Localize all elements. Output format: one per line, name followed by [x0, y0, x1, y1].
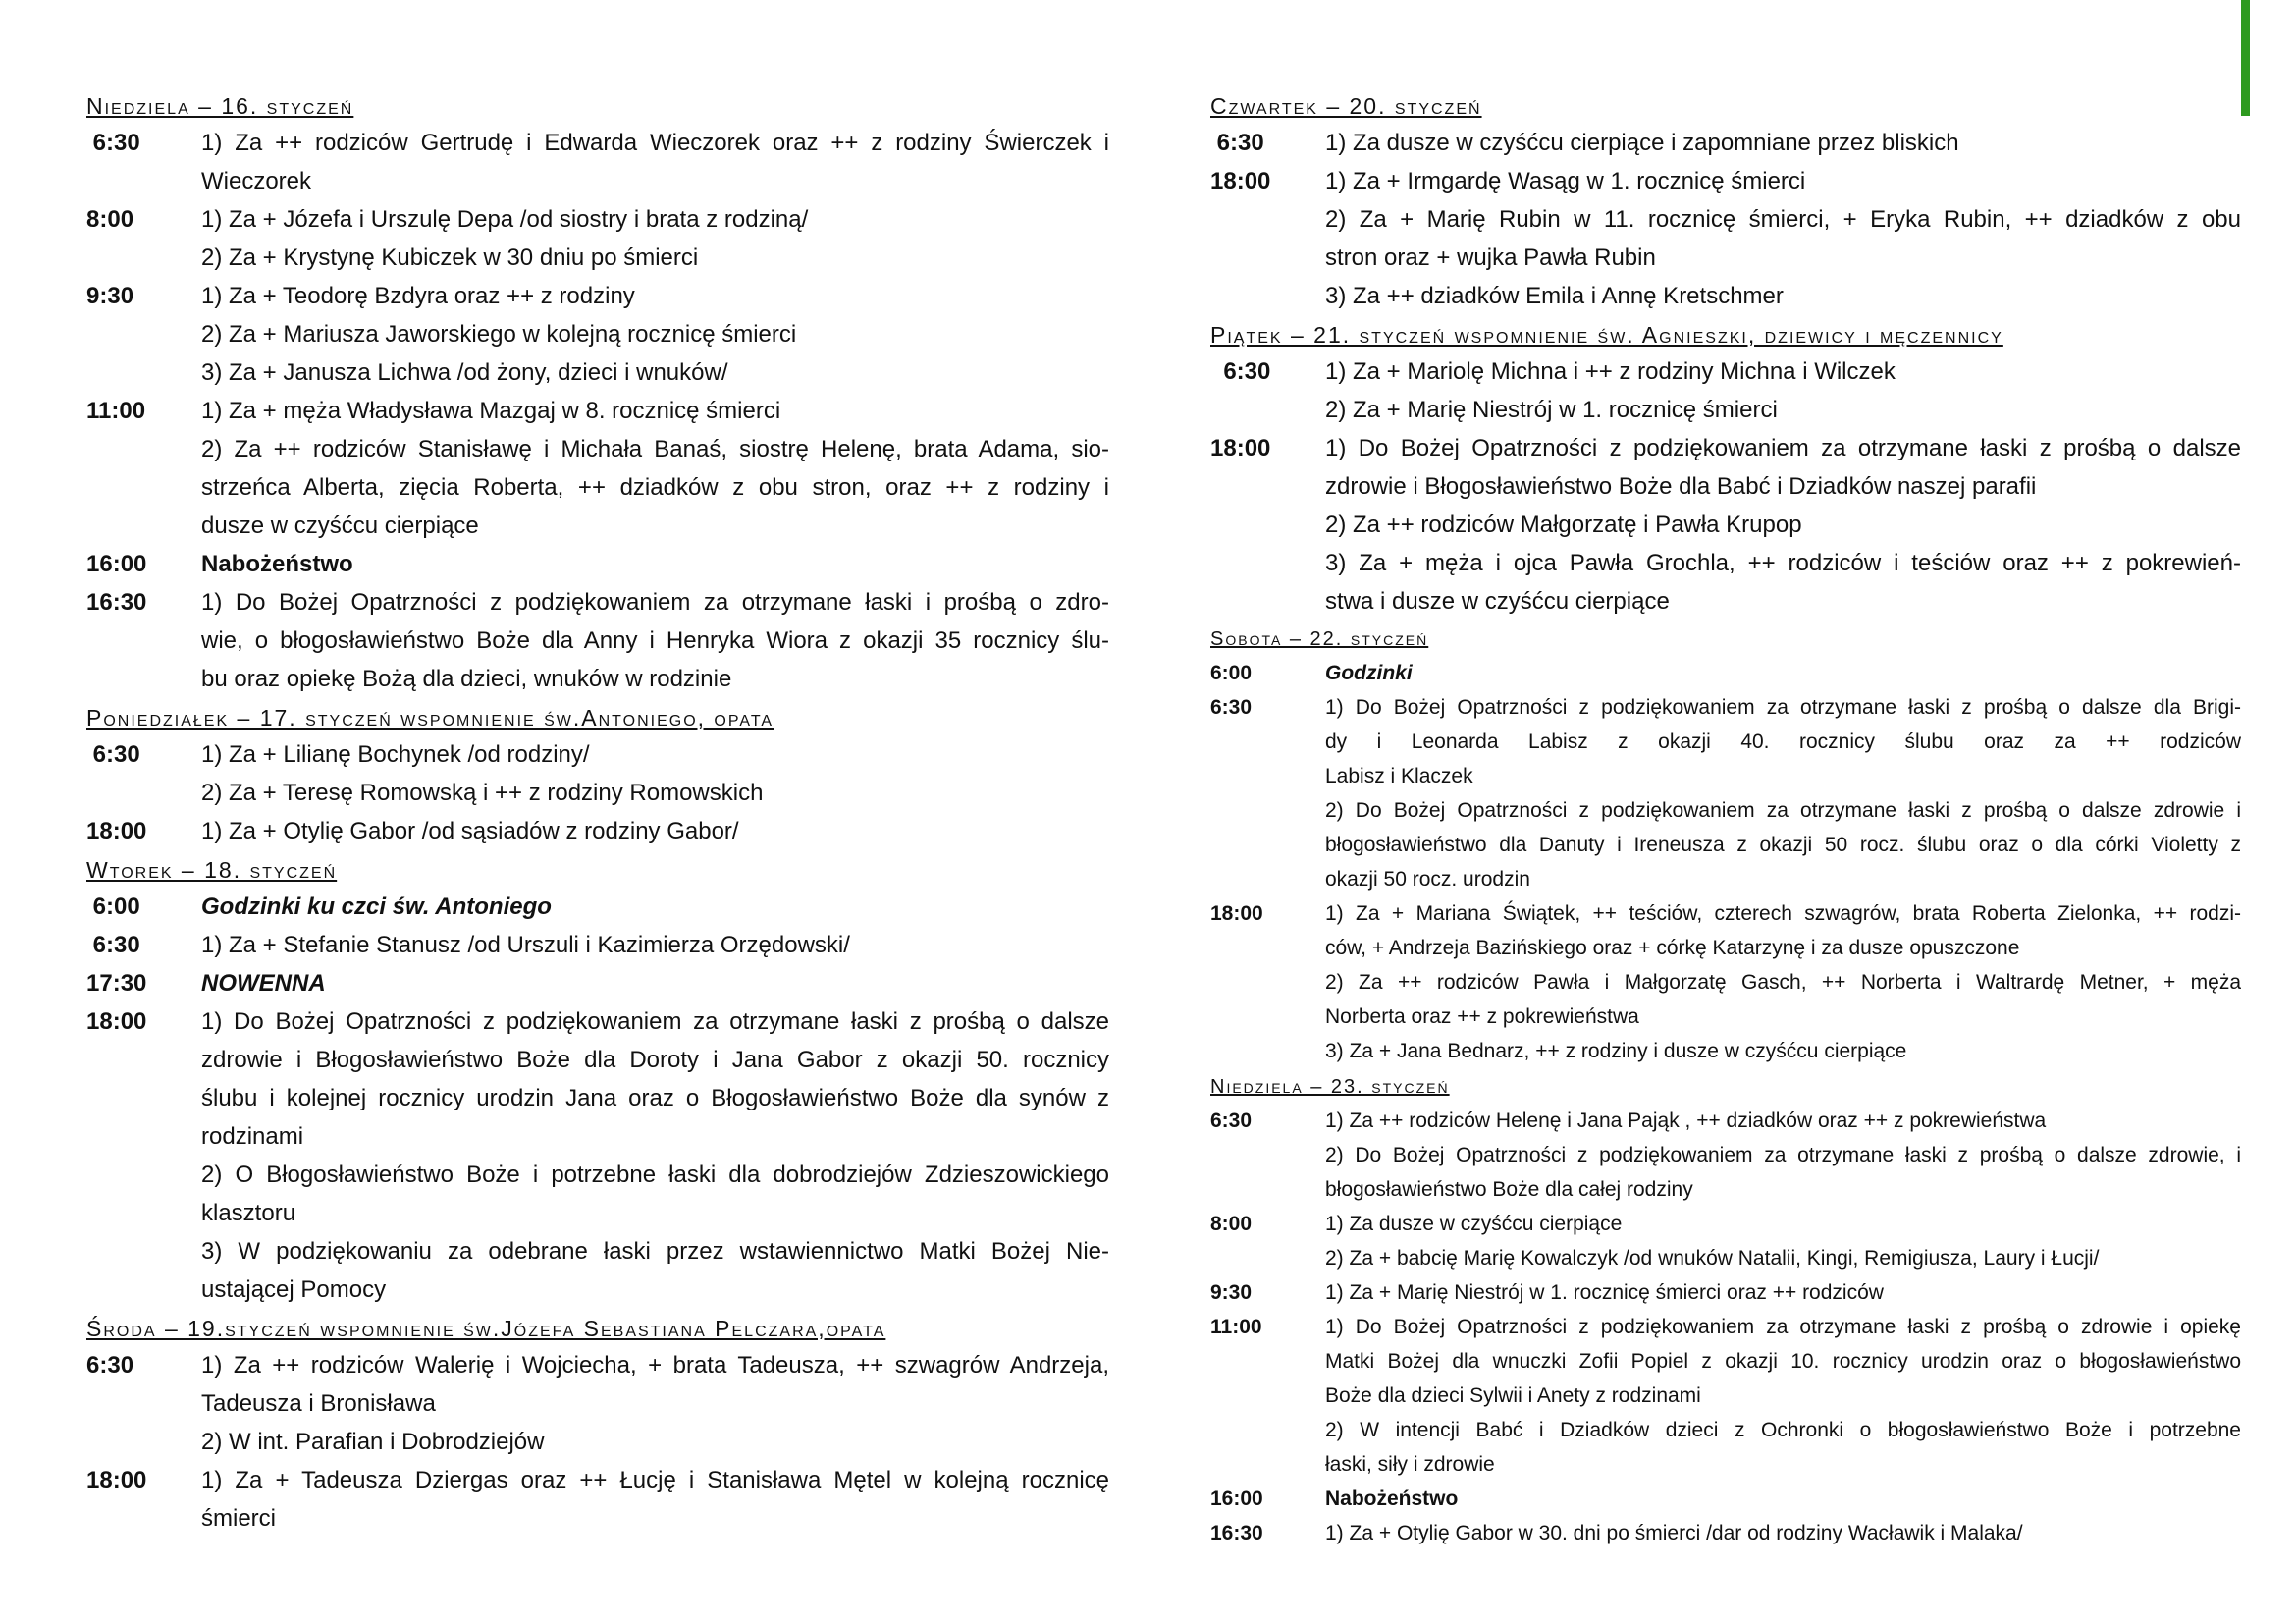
day-section [1210, 623, 2241, 1068]
intention-line: 2) Do Bożej Opatrzności z podziękowaniem za otrzymane łaski z prośbą o dalsze zdrowie, i [1325, 1144, 2241, 1166]
intention-line: 2) Za + Teresę Romowską i ++ z rodziny Romowskich [201, 780, 764, 806]
mass-entry [86, 1002, 1109, 1309]
intention-line: 2) Za + Marię Rubin w 11. rocznicę śmierci, + Eryka Rubin, ++ dziadków z obu [1325, 206, 2241, 233]
intention-line: 1) Za + Irmgardę Wasąg w 1. rocznicę śmierci [1325, 168, 1806, 194]
day-section [1210, 88, 2241, 315]
mass-time: 6:30 [86, 1352, 134, 1379]
mass-entry [1210, 1482, 2241, 1516]
mass-intentions [201, 1002, 1109, 1309]
service-label: NOWENNA [201, 970, 326, 997]
day-section [86, 852, 1109, 1309]
mass-intentions [201, 277, 1109, 392]
intention-line: 1) Za + Józefa i Urszulę Depa /od siostry i brata z rodziną/ [201, 206, 809, 233]
mass-entry [86, 735, 1109, 812]
day-header: Niedziela – 23. styczeń [1210, 1076, 1450, 1098]
mass-time: 18:00 [1210, 902, 1263, 925]
intention-line: 1) Za + Tadeusza Dziergas oraz ++ Łucję i Stanisława Mętel w kolejną rocznicę [201, 1467, 1109, 1493]
mass-entry [1210, 1104, 2241, 1207]
intention-line: 3) Za + Janusza Lichwa /od żony, dzieci i wnuków/ [201, 359, 728, 386]
mass-intentions [1325, 690, 2241, 896]
intention-line: 2) Za + Marię Niestrój w 1. rocznicę śmierci [1325, 397, 1778, 423]
intention-line: 2) Do Bożej Opatrzności z podziękowaniem za otrzymane łaski z prośbą o dalsze zdrowie i [1325, 799, 2241, 822]
mass-intentions [1325, 656, 2241, 690]
mass-intentions [201, 926, 1109, 964]
mass-intentions [201, 200, 1109, 277]
mass-intentions [1325, 1104, 2241, 1207]
intention-line: 1) Za + męża Władysława Mazgaj w 8. rocznicę śmierci [201, 398, 781, 424]
mass-entry [1210, 352, 2241, 429]
day-section [86, 1311, 1109, 1538]
day-header: Niedziela – 16. styczeń [86, 93, 354, 119]
intention-line: stwa i dusze w czyśćcu cierpiące [1325, 588, 1670, 615]
mass-intentions [201, 583, 1109, 698]
intention-line: Matki Bożej dla wnuczki Zofii Popiel z okazji 10. rocznicy urodzin oraz o błogosławieństwo [1325, 1350, 2241, 1373]
mass-entry [1210, 690, 2241, 896]
day-section [1210, 317, 2241, 621]
intention-line: 1) Za ++ rodziców Gertrudę i Edwarda Wieczorek oraz ++ z rodziny Świerczek i [201, 130, 1109, 156]
intention-line: dy i Leonarda Labisz z okazji 40. rocznicy ślubu oraz za ++ rodziców [1325, 731, 2241, 753]
day-section [86, 88, 1109, 698]
mass-entry [1210, 162, 2241, 315]
mass-entry [1210, 1310, 2241, 1482]
mass-intentions [1325, 1275, 2241, 1310]
mass-intentions [1325, 1516, 2241, 1550]
day-header: Wtorek – 18. styczeń [86, 857, 338, 883]
mass-entry [86, 1346, 1109, 1461]
intention-line: 2) W int. Parafian i Dobrodziejów [201, 1429, 545, 1455]
intention-line: Labisz i Klaczek [1325, 765, 1473, 787]
mass-time: 6:30 [1210, 696, 1253, 719]
intention-line: 1) Za ++ rodziców Helenę i Jana Pająk , ++ dziadków oraz ++ z pokrewieństwa [1325, 1110, 2047, 1132]
intention-line: ustającej Pomocy [201, 1276, 387, 1303]
mass-entry [86, 926, 1109, 964]
mass-time: 18:00 [86, 818, 147, 844]
mass-intentions [201, 964, 1109, 1002]
intention-line: 1) Do Bożej Opatrzności z podziękowaniem za otrzymane łaski z prośbą o dalsze [1325, 435, 2241, 461]
intention-line: 1) Za + Otylię Gabor w 30. dni po śmierci /dar od rodziny Wacławik i Malaka/ [1325, 1522, 2023, 1544]
mass-intentions [201, 124, 1109, 200]
mass-time: 6:30 [86, 932, 140, 958]
intention-line: 1) Za + Stefanie Stanusz /od Urszuli i Kazimierza Orzędowski/ [201, 932, 850, 958]
mass-time: 11:00 [86, 398, 146, 424]
intention-line: 2) Za + babcię Marię Kowalczyk /od wnuków Natalii, Kingi, Remigiusza, Laury i Łucji/ [1325, 1247, 2100, 1270]
intention-line: Boże dla dzieci Sylwii i Anety z rodzinami [1325, 1384, 1701, 1407]
intention-line: stron oraz + wujka Pawła Rubin [1325, 244, 1656, 271]
mass-intentions [201, 812, 1109, 850]
mass-intentions [201, 888, 1109, 926]
intention-line: okazji 50 rocz. urodzin [1325, 868, 1530, 891]
mass-time: 18:00 [1210, 435, 1271, 461]
mass-entry [86, 200, 1109, 277]
day-header: Sobota – 22. styczeń [1210, 628, 1429, 650]
day-section [1210, 1070, 2241, 1550]
intention-line: 2) Za + Krystynę Kubiczek w 30 dniu po śmierci [201, 244, 699, 271]
intention-line: 2) O Błogosławieństwo Boże i potrzebne łaski dla dobrodziejów Zdzieszowickiego [201, 1162, 1109, 1188]
mass-time: 6:30 [1210, 358, 1271, 385]
mass-time: 9:30 [86, 283, 134, 309]
day-header: Poniedziałek – 17. styczeń wspomnienie św.Antoniego, opata [86, 705, 774, 731]
mass-time: 9:30 [1210, 1281, 1253, 1304]
intention-line: 1) Za + Marię Niestrój w 1. rocznicę śmierci oraz ++ rodziców [1325, 1281, 1884, 1304]
mass-intentions [1325, 124, 2241, 162]
intention-line: Wieczorek [201, 168, 312, 194]
day-header: Czwartek – 20. styczeń [1210, 93, 1482, 119]
mass-intentions [1325, 1482, 2241, 1516]
intention-line: 3) Za + męża i ojca Pawła Grochla, ++ rodziców i teściów oraz ++ z pokrewień- [1325, 550, 2241, 576]
mass-intentions [1325, 352, 2241, 429]
mass-entry [86, 124, 1109, 200]
mass-entry [86, 1461, 1109, 1538]
intention-line: 1) Za + Mariolę Michna i ++ z rodziny Michna i Wilczek [1325, 358, 1896, 385]
mass-entry [1210, 1275, 2241, 1310]
service-label: Godzinki [1325, 662, 1413, 684]
intention-line: błogosławieństwo Boże dla całej rodziny [1325, 1178, 1693, 1201]
mass-entry [86, 812, 1109, 850]
intention-line: 1) Do Bożej Opatrzności z podziękowaniem za otrzymane łaski i prośbą o zdro- [201, 589, 1109, 616]
mass-intentions [1325, 1310, 2241, 1482]
mass-entry [1210, 429, 2241, 621]
intention-line: zdrowie i Błogosławieństwo Boże dla Doroty i Jana Gabor z okazji 50. rocznicy [201, 1047, 1109, 1073]
mass-intentions [201, 1461, 1109, 1538]
mass-time: 6:30 [1210, 1110, 1253, 1132]
intention-line: 1) Za + Otylię Gabor /od sąsiadów z rodziny Gabor/ [201, 818, 739, 844]
intention-line: 2) Za ++ rodziców Stanisławę i Michała Banaś, siostrę Helenę, brata Adama, sio- [201, 436, 1109, 462]
mass-intentions [1325, 162, 2241, 315]
mass-time: 6:30 [86, 130, 140, 156]
intention-line: rodzinami [201, 1123, 304, 1150]
mass-time: 17:30 [86, 970, 147, 997]
mass-entry [1210, 124, 2241, 162]
intention-line: 1) Za dusze w czyśćcu cierpiące [1325, 1213, 1623, 1235]
service-label: Nabożeństwo [201, 551, 353, 577]
intention-line: 1) Do Bożej Opatrzności z podziękowaniem za otrzymane łaski z prośbą o dalsze dla Brigi- [1325, 696, 2241, 719]
day-header: Środa – 19.styczeń wspomnienie św.Józefa Sebastiana Pelczara,opata [86, 1316, 886, 1341]
intention-line: ślubu i kolejnej rocznicy urodzin Jana oraz o Błogosławieństwo Boże dla synów z [201, 1085, 1109, 1111]
intention-line: ców, + Andrzeja Bazińskiego oraz + córkę Katarzynę i za dusze opuszczone [1325, 937, 2020, 959]
intention-line: 3) Za + Jana Bednarz, ++ z rodziny i dusze w czyśćcu cierpiące [1325, 1040, 1907, 1062]
service-label: Nabożeństwo [1325, 1488, 1459, 1510]
mass-time: 18:00 [86, 1467, 147, 1493]
intention-line: 1) Do Bożej Opatrzności z podziękowaniem za otrzymane łaski z prośbą o dalsze [201, 1008, 1109, 1035]
mass-time: 6:30 [86, 741, 140, 768]
intention-line: strzeńca Alberta, zięcia Roberta, ++ dziadków z obu stron, oraz ++ z rodziny i [201, 474, 1109, 501]
mass-time: 6:00 [86, 893, 140, 920]
mass-time: 6:00 [1210, 662, 1253, 684]
mass-time: 8:00 [86, 206, 134, 233]
mass-intentions [1325, 429, 2241, 621]
intention-line: 1) Do Bożej Opatrzności z podziękowaniem za otrzymane łaski z prośbą o zdrowie i opiekę [1325, 1316, 2241, 1338]
mass-time: 16:30 [86, 589, 147, 616]
green-accent-bar [2241, 0, 2250, 116]
mass-intentions [201, 735, 1109, 812]
intention-line: 1) Za dusze w czyśćcu cierpiące i zapomniane przez bliskich [1325, 130, 1959, 156]
mass-time: 11:00 [1210, 1316, 1262, 1338]
mass-entry [86, 277, 1109, 392]
intention-line: 2) Za ++ rodziców Pawła i Małgorzatę Gasch, ++ Norberta i Waltrardę Metner, + męża [1325, 971, 2241, 994]
mass-intentions [1325, 1207, 2241, 1275]
intention-line: 2) Za + Mariusza Jaworskiego w kolejną rocznicę śmierci [201, 321, 797, 348]
mass-time: 18:00 [1210, 168, 1271, 194]
mass-time: 18:00 [86, 1008, 147, 1035]
intention-line: śmierci [201, 1505, 276, 1532]
mass-intentions [201, 392, 1109, 545]
intention-line: 1) Za + Lilianę Bochynek /od rodziny/ [201, 741, 590, 768]
intention-line: błogosławieństwo dla Danuty i Ireneusza z okazji 50 rocz. ślubu oraz o dla córki Violetty z [1325, 834, 2241, 856]
mass-entry [86, 583, 1109, 698]
intention-line: 2) W intencji Babć i Dziadków dzieci z Ochronki o błogosławieństwo Boże i potrzebne [1325, 1419, 2241, 1441]
mass-entry [86, 888, 1109, 926]
mass-entry [86, 392, 1109, 545]
mass-entry [1210, 656, 2241, 690]
intention-line: bu oraz opiekę Bożą dla dzieci, wnuków w rodzinie [201, 666, 732, 692]
intention-line: 1) Za + Mariana Świątek, ++ teściów, czterech szwagrów, brata Roberta Zielonka, ++ rodzi- [1325, 902, 2241, 925]
mass-time: 16:00 [1210, 1488, 1263, 1510]
mass-entry [1210, 896, 2241, 1068]
left-column [86, 86, 1109, 1538]
intention-line: klasztoru [201, 1200, 296, 1226]
intention-line: łaski, siły i zdrowie [1325, 1453, 1495, 1476]
intention-line: 1) Za ++ rodziców Walerię i Wojciecha, + brata Tadeusza, ++ szwagrów Andrzeja, [201, 1352, 1109, 1379]
mass-intentions [1325, 896, 2241, 1068]
mass-entry [86, 964, 1109, 1002]
mass-entry [86, 545, 1109, 583]
mass-intentions [201, 545, 1109, 583]
intention-line: 2) Za ++ rodziców Małgorzatę i Pawła Krupop [1325, 512, 1802, 538]
mass-time: 16:00 [86, 551, 147, 577]
service-label: Godzinki ku czci św. Antoniego [201, 893, 552, 920]
intention-line: 1) Za + Teodorę Bzdyra oraz ++ z rodziny [201, 283, 635, 309]
intention-line: wie, o błogosławieństwo Boże dla Anny i Henryka Wiora z okazji 35 rocznicy ślu- [201, 627, 1109, 654]
intention-line: dusze w czyśćcu cierpiące [201, 513, 479, 539]
right-column [1210, 86, 2241, 1550]
intention-line: Tadeusza i Bronisława [201, 1390, 436, 1417]
mass-time: 16:30 [1210, 1522, 1263, 1544]
intention-line: 3) Za ++ dziadków Emila i Annę Kretschmer [1325, 283, 1784, 309]
mass-time: 8:00 [1210, 1213, 1253, 1235]
intention-line: 3) W podziękowaniu za odebrane łaski przez wstawiennictwo Matki Bożej Nie- [201, 1238, 1109, 1265]
intention-line: zdrowie i Błogosławieństwo Boże dla Babć i Dziadków naszej parafii [1325, 473, 2037, 500]
day-header: Piątek – 21. styczeń wspomnienie św. Agnieszki, dziewicy i męczennicy [1210, 322, 2003, 348]
mass-time: 6:30 [1210, 130, 1264, 156]
intention-line: Norberta oraz ++ z pokrewieństwa [1325, 1005, 1639, 1028]
mass-intentions [201, 1346, 1109, 1461]
mass-entry [1210, 1516, 2241, 1550]
mass-entry [1210, 1207, 2241, 1275]
day-section [86, 700, 1109, 850]
